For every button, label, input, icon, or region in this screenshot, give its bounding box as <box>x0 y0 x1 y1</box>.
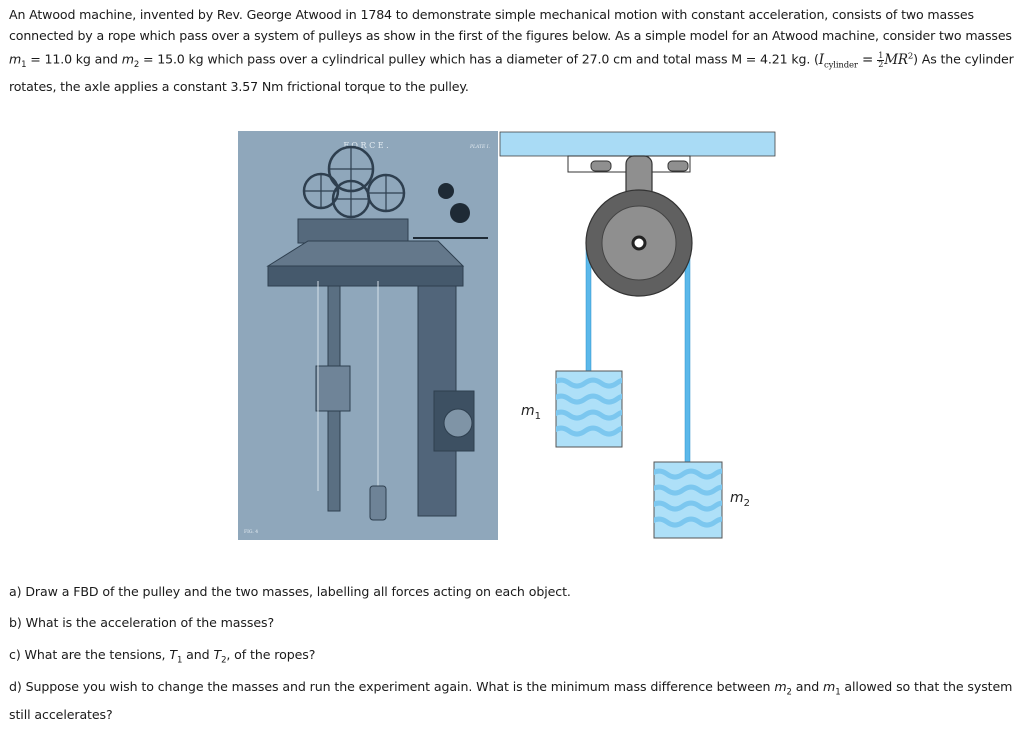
d-m2-subscript: 2 <box>786 687 792 698</box>
question-c <box>9 644 1015 672</box>
fraction-denominator: 2 <box>878 59 884 69</box>
inertia-symbol: I <box>818 51 824 68</box>
engraving-header: F O R C E . <box>343 141 389 150</box>
rope-right <box>685 243 690 464</box>
question-a: a) Draw a FBD of the pulley and the two masses, labelling all forces acting on each object. <box>9 584 571 599</box>
intro-text-1: An Atwood machine, invented by Rev. George Atwood in 1784 to demonstrate simple mechanical motion with constant acceleration, consists of two masses connected by a rope which pass over a system of pulleys as show in the first of the figures below. As a simple model for an Atwood machine, consider two masses <box>9 7 1012 43</box>
label-m1-subscript: 1 <box>534 411 542 422</box>
atwood-machine-engraving <box>238 131 498 540</box>
question-c-text-2: , of the ropes? <box>226 647 316 662</box>
label-m2 <box>730 490 750 509</box>
t1-symbol: T <box>169 647 177 662</box>
problem-intro <box>9 4 1015 97</box>
engraving-fig-label: FIG. 4 <box>244 530 259 535</box>
ceiling <box>500 132 775 156</box>
m1-subscript: 1 <box>21 60 27 71</box>
inertia-formula <box>818 50 914 71</box>
question-d <box>9 676 1015 725</box>
question-d-and: and <box>791 679 824 694</box>
t2-symbol: T <box>213 647 222 662</box>
engraving-disc-1 <box>438 183 454 199</box>
engraving-table-edge <box>268 266 463 286</box>
equals-sign: = <box>857 51 878 68</box>
label-m1-letter: m <box>521 403 535 419</box>
intro-text-4: ) As the cylinder rotates, the axle applies a constant 3.57 Nm frictional torque to the pulley. <box>9 51 1014 95</box>
atwood-schematic <box>500 132 775 538</box>
label-m1 <box>521 403 541 422</box>
engraving-disc-2 <box>450 203 470 223</box>
pulley-axle <box>633 237 645 249</box>
question-c-text-1: c) What are the tensions, <box>9 647 170 662</box>
d-m1-symbol: m <box>823 679 836 694</box>
m1-symbol: m <box>9 51 22 67</box>
engraving-plate-label: PLATE I. <box>470 145 490 150</box>
inertia-subscript: cylinder <box>823 60 858 71</box>
intro-text-2: = 11.0 kg and <box>26 51 122 67</box>
d-m2-symbol: m <box>774 679 787 694</box>
d-m1-subscript: 1 <box>835 687 841 698</box>
mount-bolt-right <box>668 161 688 171</box>
t2-subscript: 2 <box>221 655 227 666</box>
t1-subscript: 1 <box>176 655 183 666</box>
m2-subscript: 2 <box>133 60 140 71</box>
engraving-scale-bracket <box>316 366 350 411</box>
engraving-weight <box>370 486 386 520</box>
figure-panel <box>238 131 778 547</box>
question-c-and: and <box>182 647 214 662</box>
label-m2-subscript: 2 <box>743 498 751 509</box>
intro-text-3: = 15.0 kg which pass over a cylindrical pulley which has a diameter of 27.0 cm and total mass M = 4.21 kg. ( <box>139 51 819 67</box>
question-d-text-2: allowed so that the system still accelerates? <box>9 679 1013 722</box>
squared-exponent: 2 <box>907 51 914 61</box>
question-d-text-1: d) Suppose you wish to change the masses and run the experiment again. What is the minimum mass difference between <box>9 679 775 694</box>
engraving-frame <box>298 219 408 243</box>
mr-term: MR <box>884 51 908 68</box>
engraving-clock-face <box>444 409 472 437</box>
fraction-numerator: 1 <box>878 50 884 60</box>
question-b: b) What is the acceleration of the masses? <box>9 615 275 630</box>
m2-symbol: m <box>121 51 134 67</box>
label-m2-letter: m <box>730 490 744 506</box>
mount-bolt-left <box>591 161 611 171</box>
